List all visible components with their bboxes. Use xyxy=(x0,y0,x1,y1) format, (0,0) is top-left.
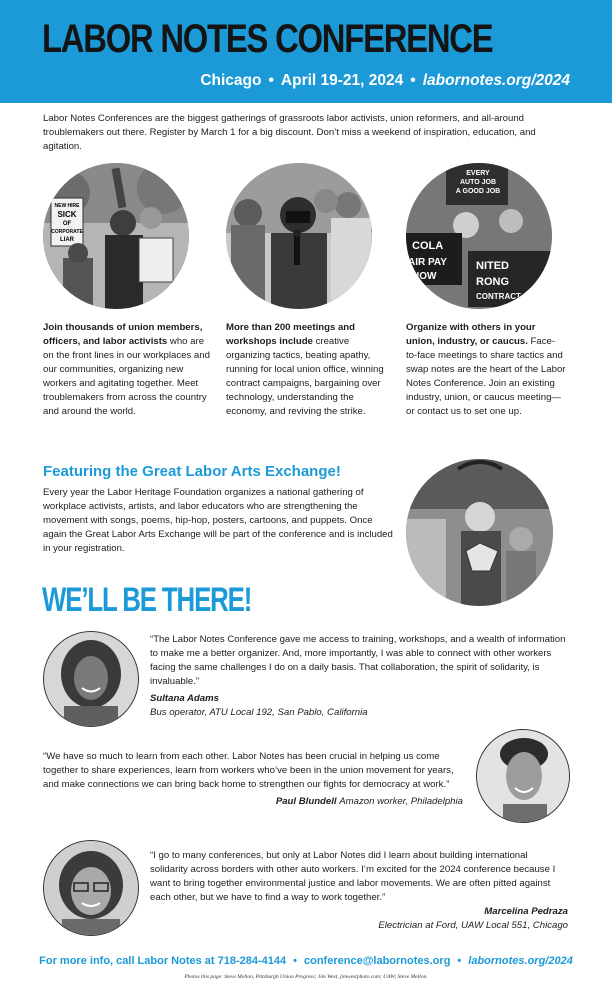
arts-exchange-photo xyxy=(406,459,553,606)
testimonial-name: Sultana Adams xyxy=(150,693,219,704)
sign-line: EVERY xyxy=(466,170,490,177)
column-lead: More than 200 meetings and workshops include xyxy=(226,322,356,347)
column-lead: Join thousands of union members, officers, and labor activists xyxy=(43,322,203,347)
column-workshops xyxy=(226,321,394,419)
footer-phone-text: For more info, call Labor Notes at 718-284-4144 xyxy=(39,955,287,967)
protest-photo xyxy=(43,163,189,309)
footer-contact: For more info, call Labor Notes at 718-284-4144 • conference@labornotes.org • labornotes.org/2024 xyxy=(39,955,573,967)
photo-credit: Photos this page: Steve Mellon, Pittsburgh Union Progress; Jim West, jimwestphoto.com; UAW; Steve Mellon. xyxy=(184,974,428,980)
event-details: Chicago • April 19-21, 2024 • labornotes.org/2024 xyxy=(200,72,570,89)
testimonial-3 xyxy=(150,849,568,933)
footer-email-link[interactable]: conference@labornotes.org xyxy=(304,955,451,967)
feature-heading: Featuring the Great Labor Arts Exchange! xyxy=(43,463,341,480)
avatar-marcelina-pedraza xyxy=(43,840,139,936)
testimonial-role: Electrician at Ford, UAW Local 551, Chicago xyxy=(378,920,568,931)
column-body: Face-to-face meetings to share tactics and swap notes are the heart of the Labor Notes Conference. Join an existing industry, union, or caucus meeting—or contact us to set one up. xyxy=(406,336,566,417)
sign-line: RONG xyxy=(476,276,509,288)
sign-line: NITED xyxy=(476,260,509,272)
sign-line: AIR PAY xyxy=(408,257,447,268)
rally-signs-photo xyxy=(406,163,552,309)
sign-line: AUTO JOB xyxy=(459,179,497,186)
testimonial-quote: “We have so much to learn from each other. Labor Notes has been crucial in helping us come together to share experiences, learn from workers who’ve been in the union movement for years, and make connections we can bring back home to strengthen our fights for democracy at work.” xyxy=(43,751,454,790)
event-city: Chicago xyxy=(200,72,262,89)
testimonial-1 xyxy=(150,633,566,720)
sign-line: COLA xyxy=(412,240,444,252)
column-attendees xyxy=(43,321,215,419)
sign-line: LIAR xyxy=(60,237,74,243)
speaker-photo xyxy=(226,163,372,309)
testimonial-name: Marcelina Pedraza xyxy=(484,906,568,917)
section-heading-well-be-there: WE’LL BE THERE! xyxy=(42,581,252,619)
header-banner xyxy=(0,0,612,103)
column-body: creative organizing tactics, beating apathy, running for local union office, winning contract campaigns, bargaining over technology, understanding the economy, and reviving the strike. xyxy=(226,336,384,417)
avatar-sultana-adams xyxy=(43,631,139,727)
sign-line: NEW HIRE xyxy=(54,203,80,209)
event-url-link[interactable]: labornotes.org/2024 xyxy=(422,72,570,89)
footer-url-link[interactable]: labornotes.org/2024 xyxy=(468,955,573,967)
sign-line: NOW xyxy=(412,271,437,282)
column-lead: Organize with others in your union, industry, or caucus. xyxy=(406,322,536,347)
intro-paragraph: Labor Notes Conferences are the biggest gatherings of grassroots labor activists, union reformers, and all-around troublemakers out there. Register by March 1 for a big discount. Don’t miss a weekend of inspiration, education, and agitation. xyxy=(43,113,536,152)
sign-line: OF xyxy=(62,221,72,227)
page-title: LABOR NOTES CONFERENCE xyxy=(42,17,493,61)
feature-paragraph: Every year the Labor Heritage Foundation organizes a national gathering of workplace activists, artists, and labor educators who are strengthening the movement with songs, poems, hip-hop, posters, cartoons, and puppets. Once again the Great Labor Arts Exchange will be part of the conference and is included in your registration. xyxy=(43,487,393,554)
avatar-paul-blundell xyxy=(476,729,570,823)
sign-line: A GOOD JOB xyxy=(455,188,501,195)
sign-line: CONTRACT xyxy=(476,292,521,301)
column-body: who are on the front lines in our workplaces and our communities, organizing new workers and agitating together. Meet troublemakers from across the country and around the world. xyxy=(43,336,210,417)
sign-line: CORPORATE xyxy=(51,229,83,235)
testimonial-role: Bus operator, ATU Local 192, San Pablo, California xyxy=(150,707,368,718)
testimonial-quote: “The Labor Notes Conference gave me access to training, workshops, and a wealth of information to make me a better organizer. And, more importantly, I was able to connect with other workers facing the same challenges I do on a daily basis. That collaboration, the spirit of solidarity, is invaluable.” xyxy=(150,634,566,687)
sign-line: SICK xyxy=(57,210,77,219)
testimonial-name: Paul Blundell xyxy=(275,796,337,807)
testimonial-quote: “I go to many conferences, but only at Labor Notes did I learn about building international solidarity across borders with other auto workers. I’m excited for the 2024 conference because I want to bring together environmental justice and labor movements. We are often pitted against each other, but we have to find a way to work together.” xyxy=(150,850,556,903)
testimonial-2 xyxy=(43,750,463,809)
column-organize xyxy=(406,321,566,419)
event-dates: April 19-21, 2024 xyxy=(280,72,404,89)
testimonial-role: Amazon worker, Philadelphia xyxy=(339,796,463,807)
